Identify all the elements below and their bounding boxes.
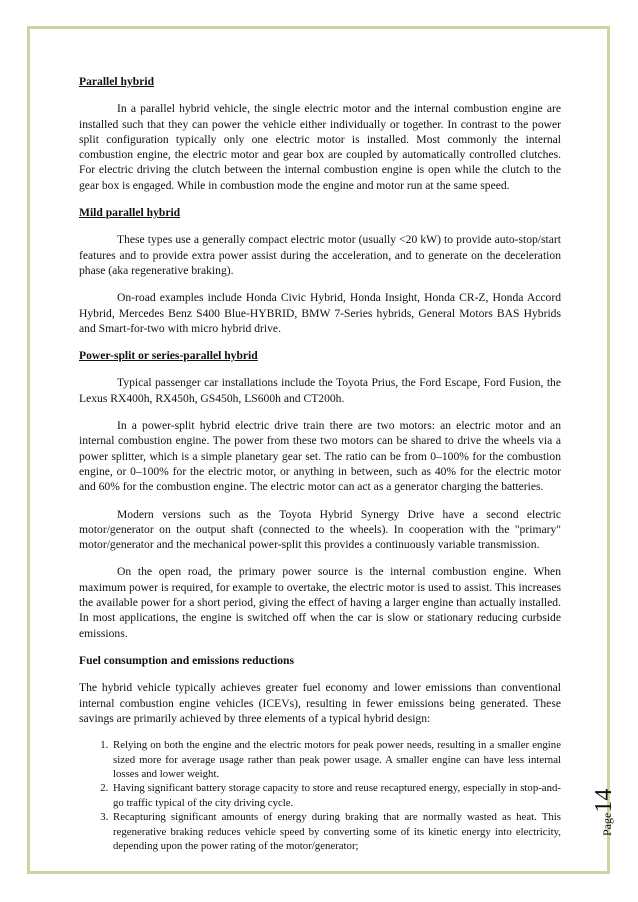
page-number-label: Page [600,812,614,836]
page-number-value: 14 [591,788,617,813]
paragraph-power-split-1: Typical passenger car installations include the Toyota Prius, the Ford Escape, Ford Fusion, the Lexus RX400h, RX450h, GS450h, LS600h and CT200h. [79,376,561,405]
page-content [79,74,561,853]
list-item: 1. Relying on both the engine and the electric motors for peak power needs, resulting in a smaller engine sized more for average usage rather than peak power usage. A smaller engine can have less internal losses and lower weight. [111,738,561,781]
paragraph-parallel-hybrid: In a parallel hybrid vehicle, the single electric motor and the internal combustion engine are installed such that they can power the vehicle either individually or together. In contrast to the power split configuration typically only one electric motor is installed. Most commonly the internal combustion engine, the electric motor and gear box are coupled by automatically controlled clutches. For electric driving the clutch between the internal combustion engine is open while the clutch to the gear box is engaged. While in combustion mode the engine and motor run at the same speed. [79,102,561,192]
paragraph-mild-hybrid-1: These types use a generally compact electric motor (usually <20 kW) to provide auto-stop/start features and to provide extra power assist during the acceleration, and to generate on the deceleration phase (aka regenerative braking). [79,233,561,277]
hybrid-design-elements-list [79,738,561,853]
section-heading-fuel-consumption: Fuel consumption and emissions reductions [79,653,294,667]
list-item: 3. Recapturing significant amounts of energy during braking that are normally wasted as heat. This regenerative braking reduces vehicle speed by converting some of its kinetic energy into electricity, depending upon the power rating of the motor/generator; [111,810,561,853]
paragraph-mild-hybrid-2: On-road examples include Honda Civic Hybrid, Honda Insight, Honda CR-Z, Honda Accord Hybrid, Mercedes Benz S400 Blue-HYBRID, BMW 7-Series hybrids, General Motors BAS Hybrids and Smart-for-two with micro hybrid drive. [79,291,561,335]
paragraph-power-split-4: On the open road, the primary power source is the internal combustion engine. When maximum power is required, for example to overtake, the electric motor is used to assist. This increases the available power for a short period, giving the effect of having a larger engine than actually installed. In most applications, the engine is switched off when the car is slow or stationary reducing curbside emissions. [79,565,561,640]
section-heading-power-split: Power-split or series-parallel hybrid [79,349,258,363]
paragraph-power-split-3: Modern versions such as the Toyota Hybrid Synergy Drive have a second electric motor/generator on the output shaft (connected to the wheels). In cooperation with the "primary" motor/generator and the mechanical power-split this provides a continuously variable transmission. [79,507,561,552]
section-heading-mild-parallel-hybrid: Mild parallel hybrid [79,206,181,220]
list-item: 2. Having significant battery storage capacity to store and reuse recaptured energy, especially in stop-and-go traffic typical of the city driving cycle. [111,781,561,810]
paragraph-fuel-consumption: The hybrid vehicle typically achieves greater fuel economy and lower emissions than conventional internal combustion engine vehicles (ICEVs), resulting in fewer emissions being generated. These savings are primarily achieved by three elements of a typical hybrid design: [79,681,561,725]
page-number [591,789,618,836]
section-heading-parallel-hybrid: Parallel hybrid [79,75,155,88]
paragraph-power-split-2: In a power-split hybrid electric drive train there are two motors: an electric motor and an internal combustion engine. The power from these two motors can be shared to drive the wheels via a power splitter, which is a simple planetary gear set. The ratio can be from 0–100% for the combustion engine, or 0–100% for the electric motor, or anything in between, such as 40% for the electric motor and 60% for the combustion engine. The electric motor can act as a generator charging the batteries. [79,419,561,494]
